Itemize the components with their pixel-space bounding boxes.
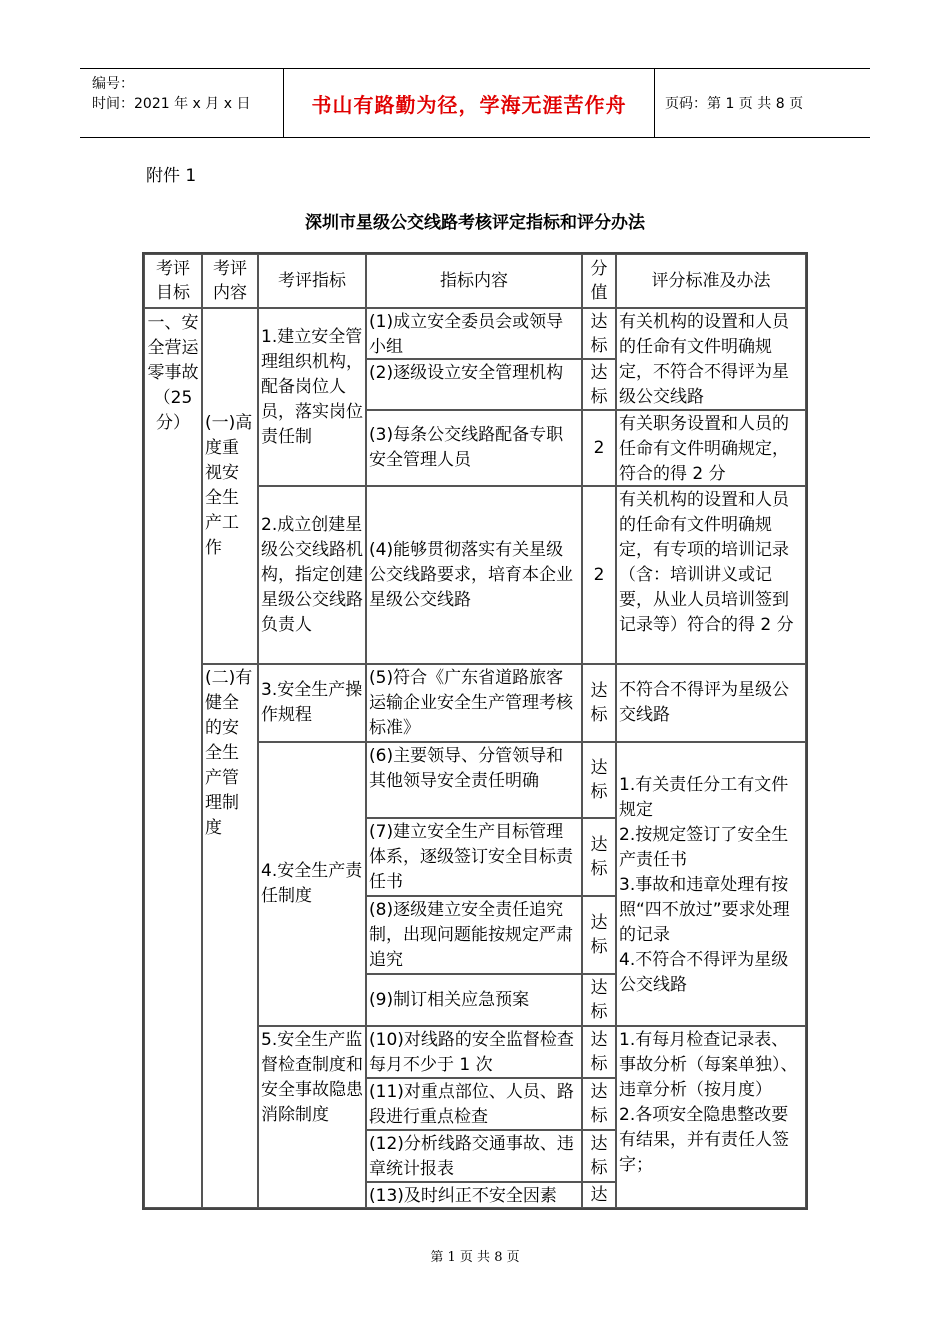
document-header [80,68,870,138]
header-target [144,254,202,308]
indicator-cell-5: 5.安全生产监督检查制度和安全事故隐患消除制度 [258,1026,366,1208]
detail-cell-9 [366,974,582,1026]
evaluation-table [142,252,808,1210]
header-motto-cell [284,69,655,137]
header-score [582,254,616,308]
detail-cell-10: (10)对线路的安全监督检查每月不少于 1 次 [366,1026,582,1078]
score-cell-10: 达标 [582,1026,616,1078]
content-cell-1 [202,308,258,664]
indicator-cell-3 [258,664,366,742]
indicator-text-4: 4.安全生产责任制度 [261,861,363,906]
header-content [202,254,258,308]
header-target-line2: 目标 [156,283,190,303]
indicator-text-3: 3.安全生产操作规程 [261,680,363,725]
page-info: 页码：第 1 页 共 8 页 [665,96,804,112]
score-cell-1: 达标 [582,308,616,359]
method-cell-5: 1.有关责任分工有文件规定 2.按规定签订了安全生产责任书 3.事故和违章处理有按照“四不放过”要求处理的记录 4.不符合不得评为星级公交线路 [616,742,806,1026]
header-page-cell [655,69,870,137]
method-cell-1: 有关机构的设置和人员的任命有文件明确规定，不符合不得评为星级公交线路 [616,308,806,410]
score-cell-13: 达 [582,1182,616,1208]
detail-cell-2: (2)逐级设立安全管理机构 [366,359,582,410]
header-score-line1: 分 [590,259,608,279]
detail-cell-7: (7)建立安全生产目标管理体系，逐级签订安全目标责任书 [366,818,582,896]
detail-cell-5: (5)符合《广东省道路旅客运输企业安全生产管理考核标准》 [366,664,582,742]
score-cell-12: 达标 [582,1130,616,1182]
content-text-1: (一)高度重视安全生产工作 [205,413,253,558]
method-cell-6: 1.有每月检查记录表、事故分析（每案单独）、违章分析（按月度） 2.各项安全隐患整改要有结果，并有责任人签字； [616,1026,806,1208]
detail-cell-8: (8)逐级建立安全责任追究制，出现问题能按规定严肃追究 [366,896,582,974]
detail-cell-4 [366,486,582,664]
indicator-cell-2 [258,486,366,664]
score-cell-2: 达标 [582,359,616,410]
code-label: 编号： [92,76,134,92]
detail-cell-12: (12)分析线路交通事故、违章统计报表 [366,1130,582,1182]
method-cell-3: 有关机构的设置和人员的任命有文件明确规定，有专项的培训记录（含：培训讲义或记要，从业人员培训签到记录等）符合的得 2 分 [616,486,806,664]
motto: 书山有路勤为径，学海无涯苦作舟 [311,92,627,117]
detail-text-4: (4)能够贯彻落实有关星级公交线路要求，培育本企业星级公交线路 [369,539,573,610]
date-label: 时间：2021 年 x 月 x 日 [92,96,251,112]
header-content-line1: 考评 [213,259,247,279]
score-cell-7: 达标 [582,818,616,896]
method-cell-2: 有关职务设置和人员的任命有文件明确规定，符合的得 2 分 [616,410,806,486]
method-cell-4 [616,664,806,742]
detail-cell-13: (13)及时纠正不安全因素 [366,1182,582,1208]
detail-cell-1: (1)成立安全委员会或领导小组 [366,308,582,359]
score-cell-3: 2 [582,410,616,486]
page-footer: 第 1 页 共 8 页 [430,1250,520,1265]
header-indicator: 考评指标 [258,254,366,308]
indicator-text-2: 2.成立创建星级公交线路机构，指定创建星级公交线路负责人 [261,514,363,635]
header-content-line2: 内容 [213,283,247,303]
indicator-cell-4 [258,742,366,1026]
detail-cell-6: (6)主要领导、分管领导和其他领导安全责任明确 [366,742,582,818]
header-method: 评分标准及办法 [616,254,806,308]
detail-text-9: (9)制订相关应急预案 [369,989,530,1010]
detail-cell-11: (11)对重点部位、人员、路段进行重点检查 [366,1078,582,1130]
detail-text-3: (3)每条公交线路配备专职安全管理人员 [369,425,564,470]
header-target-line1: 考评 [156,259,190,279]
detail-cell-3 [366,410,582,486]
header-score-line2: 值 [590,283,608,303]
target-cell: 一、安全营运零事故（25 分） [144,308,202,1208]
content-cell-2: (二)有健全的安全生产管理制度 [202,664,258,1208]
method-text-4: 不符合不得评为星级公交线路 [619,680,789,725]
score-cell-4: 2 [582,486,616,664]
score-cell-5: 达标 [582,664,616,742]
header-meta [80,69,284,137]
indicator-cell-1: 1.建立安全管理组织机构，配备岗位人员，落实岗位责任制 [258,308,366,486]
score-cell-6: 达标 [582,742,616,818]
score-cell-11: 达标 [582,1078,616,1130]
attachment-label: 附件 1 [146,166,197,186]
header-detail: 指标内容 [366,254,582,308]
score-cell-9: 达标 [582,974,616,1026]
document-title: 深圳市星级公交线路考核评定指标和评分办法 [305,213,645,233]
score-cell-8: 达标 [582,896,616,974]
